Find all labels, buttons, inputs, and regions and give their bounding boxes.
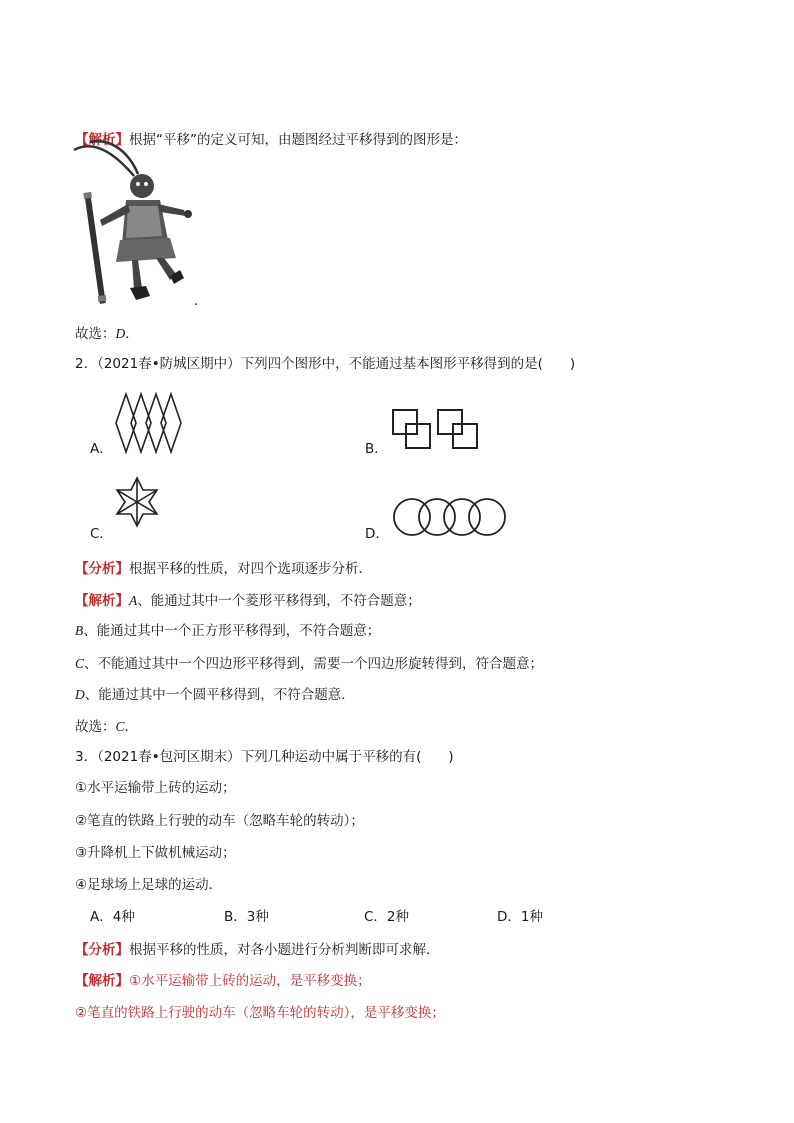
square-pairs-icon — [390, 406, 482, 452]
q2-solution-line-a: 【解析】A、能通过其中一个菱形平移得到，不符合题意； — [75, 593, 421, 609]
four-circles-icon — [392, 496, 508, 538]
analysis-tag: 【分析】 — [75, 942, 129, 958]
q2-solution-line-b: B、能通过其中一个正方形平移得到，不符合题意； — [75, 623, 381, 639]
q2-stem: 2．（2021春•防城区期中）下列四个图形中，不能通过基本图形平移得到的是( ) — [75, 356, 576, 372]
q3-analysis-line: 【分析】根据平移的性质，对各小题进行分析判断即可求解． — [75, 942, 440, 958]
q2-analysis-line: 【分析】根据平移的性质，对四个选项逐步分析． — [75, 561, 372, 577]
rhombus-chain-icon — [114, 392, 184, 454]
solution-tag: 【解析】 — [75, 132, 129, 148]
q2-answer-line: 故选：C． — [75, 719, 139, 735]
q2-solution-line-d: D、能通过其中一个圆平移得到，不符合题意． — [75, 687, 355, 703]
q2-option-c-label: C． — [90, 526, 113, 542]
q1-answer-line: 故选：D． — [75, 326, 139, 342]
q2-option-a-label: A． — [90, 441, 113, 457]
q2-answer: C — [115, 719, 125, 734]
q3-item-2: ②笔直的铁路上行驶的动车（忽略车轮的转动）； — [75, 813, 364, 829]
q1-solution-text: 根据“平移”的定义可知，由题图经过平移得到的图形是： — [129, 132, 467, 148]
q3-stem: 3．（2021春•包河区期末）下列几种运动中属于平移的有( ) — [75, 749, 454, 765]
q3-choice-a: A．4种 — [90, 909, 135, 925]
q3-choice-b: B．3种 — [224, 909, 269, 925]
six-point-star-icon — [114, 476, 160, 528]
q2-solution-line-c: C、不能通过其中一个四边形平移得到，需要一个四边形旋转得到，符合题意； — [75, 656, 544, 672]
q3-choice-c: C．2种 — [364, 909, 410, 925]
solution-tag: 【解析】 — [75, 973, 129, 989]
q3-item-4: ④足球场上足球的运动． — [75, 877, 223, 893]
q2-option-b-label: B． — [365, 441, 388, 457]
q2-option-d-label: D． — [365, 526, 389, 542]
q3-item-1: ①水平运输带上砖的运动； — [75, 780, 236, 796]
q1-answer: D — [115, 326, 126, 341]
q3-solution-line-2: ②笔直的铁路上行驶的动车（忽略车轮的转动），是平移变换； — [75, 1005, 445, 1021]
q3-choice-d: D．1种 — [497, 909, 543, 925]
analysis-tag: 【分析】 — [75, 561, 129, 577]
monkey-king-figure-icon — [72, 140, 202, 308]
q3-item-3: ③升降机上下做机械运动； — [75, 845, 236, 861]
solution-tag: 【解析】 — [75, 593, 129, 609]
figure-period: . — [194, 293, 199, 309]
q3-solution-line-1: 【解析】①水平运输带上砖的运动，是平移变换； — [75, 973, 371, 989]
